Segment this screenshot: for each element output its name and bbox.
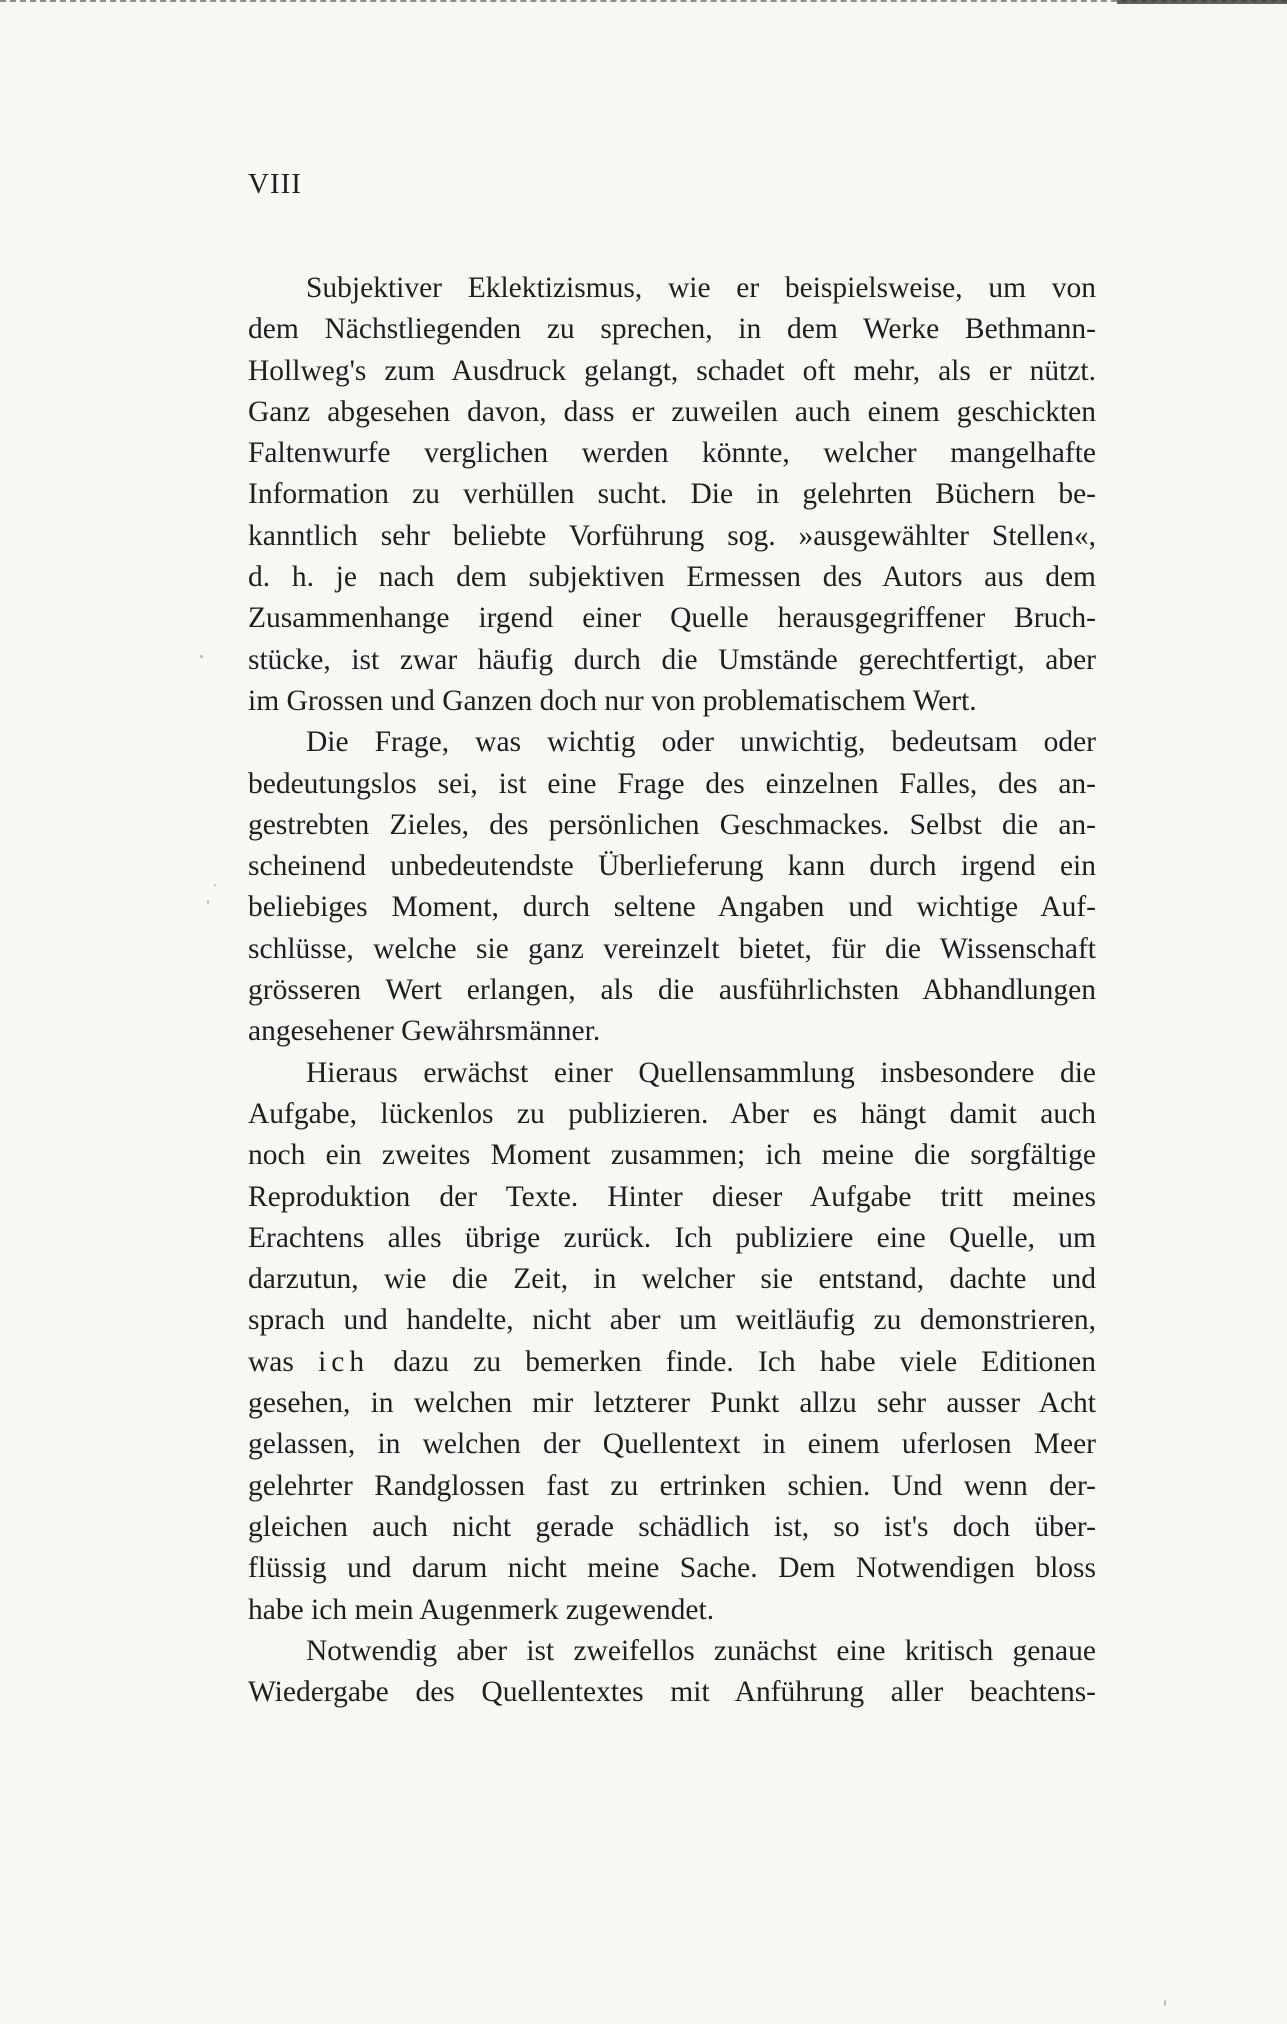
text-line: sprach und handelte, nicht aber um weitläufig zu demonstrieren, (248, 1304, 1096, 1337)
text-line: grösseren Wert erlangen, als die ausführlichsten Abhandlungen (248, 974, 1096, 1007)
text-line: Hieraus erwächst einer Quellensammlung insbesondere die (306, 1056, 1096, 1089)
text-line-segment: dazu zu bemerken finde. Ich habe viele Editionen (369, 1345, 1096, 1378)
text-line: Aufgabe, lückenlos zu publizieren. Aber es hängt damit auch (248, 1097, 1096, 1130)
text-line: noch ein zweites Moment zusammen; ich meine die sorgfältige (248, 1139, 1096, 1172)
text-line: gleichen auch nicht gerade schädlich ist, so ist's doch über- (248, 1510, 1096, 1543)
body-text (248, 268, 1096, 1713)
text-line: habe ich mein Augenmerk zugewendet. (248, 1593, 715, 1626)
text-line: Wiedergabe des Quellentextes mit Anführung aller beachtens- (248, 1676, 1096, 1709)
text-line: bedeutungslos sei, ist eine Frage des einzelnen Falles, des an- (248, 767, 1096, 800)
scan-speck (200, 655, 203, 658)
text-line-segment: was (248, 1345, 319, 1378)
text-line: im Grossen und Ganzen doch nur von problematischem Wert. (248, 684, 977, 717)
spaced-emphasis: ich (318, 1345, 370, 1378)
scan-speck (1164, 2000, 1166, 2006)
page-number: VIII (248, 168, 302, 200)
scan-top-edge (0, 0, 1287, 6)
scan-top-edge-dark (1117, 0, 1287, 4)
text-line: angesehener Gewährsmänner. (248, 1015, 601, 1048)
text-line: beliebiges Moment, durch seltene Angaben und wichtige Auf- (248, 891, 1096, 924)
scan-speck (214, 884, 216, 886)
text-line: Die Frage, was wichtig oder unwichtig, bedeutsam oder (306, 726, 1096, 759)
text-line: Ganz abgesehen davon, dass er zuweilen auch einem geschickten (248, 395, 1096, 428)
text-line: gelassen, in welchen der Quellentext in einem uferlosen Meer (248, 1428, 1096, 1461)
text-line: Subjektiver Eklektizismus, wie er beispielsweise, um von (306, 272, 1096, 304)
text-line: Information zu verhüllen sucht. Die in gelehrten Büchern be- (248, 478, 1096, 511)
text-line: darzutun, wie die Zeit, in welcher sie entstand, dachte und (248, 1263, 1096, 1296)
text-line: Erachtens alles übrige zurück. Ich publiziere eine Quelle, um (248, 1221, 1096, 1254)
text-line: Notwendig aber ist zweifellos zunächst eine kritisch genaue (306, 1634, 1096, 1667)
text-line: d. h. je nach dem subjektiven Ermessen des Autors aus dem (248, 561, 1096, 594)
text-line: dem Nächstliegenden zu sprechen, in dem Werke Bethmann- (248, 313, 1096, 346)
text-line: kanntlich sehr beliebte Vorführung sog. »ausgewählter Stellen«, (248, 519, 1096, 552)
text-line: Faltenwurfe verglichen werden könnte, welcher mangelhafte (248, 437, 1096, 470)
scan-speck (207, 900, 209, 904)
text-line: gesehen, in welchen mir letzterer Punkt allzu sehr ausser Acht (248, 1387, 1096, 1420)
text-line: Zusammenhange irgend einer Quelle herausgegriffener Bruch- (248, 602, 1096, 635)
text-line: stücke, ist zwar häufig durch die Umstände gerechtfertigt, aber (248, 643, 1096, 676)
text-line: gestrebten Zieles, des persönlichen Geschmackes. Selbst die an- (248, 808, 1096, 841)
text-line: schlüsse, welche sie ganz vereinzelt bietet, für die Wissenschaft (248, 932, 1096, 965)
text-line: scheinend unbedeutendste Überlieferung kann durch irgend ein (248, 850, 1096, 883)
text-line: Reproduktion der Texte. Hinter dieser Aufgabe tritt meines (248, 1180, 1096, 1213)
text-line (248, 1342, 1096, 1383)
text-line: gelehrter Randglossen fast zu ertrinken schien. Und wenn der- (248, 1469, 1096, 1502)
text-line: Hollweg's zum Ausdruck gelangt, schadet oft mehr, als er nützt. (248, 354, 1096, 387)
text-line: flüssig und darum nicht meine Sache. Dem Notwendigen bloss (248, 1552, 1096, 1585)
